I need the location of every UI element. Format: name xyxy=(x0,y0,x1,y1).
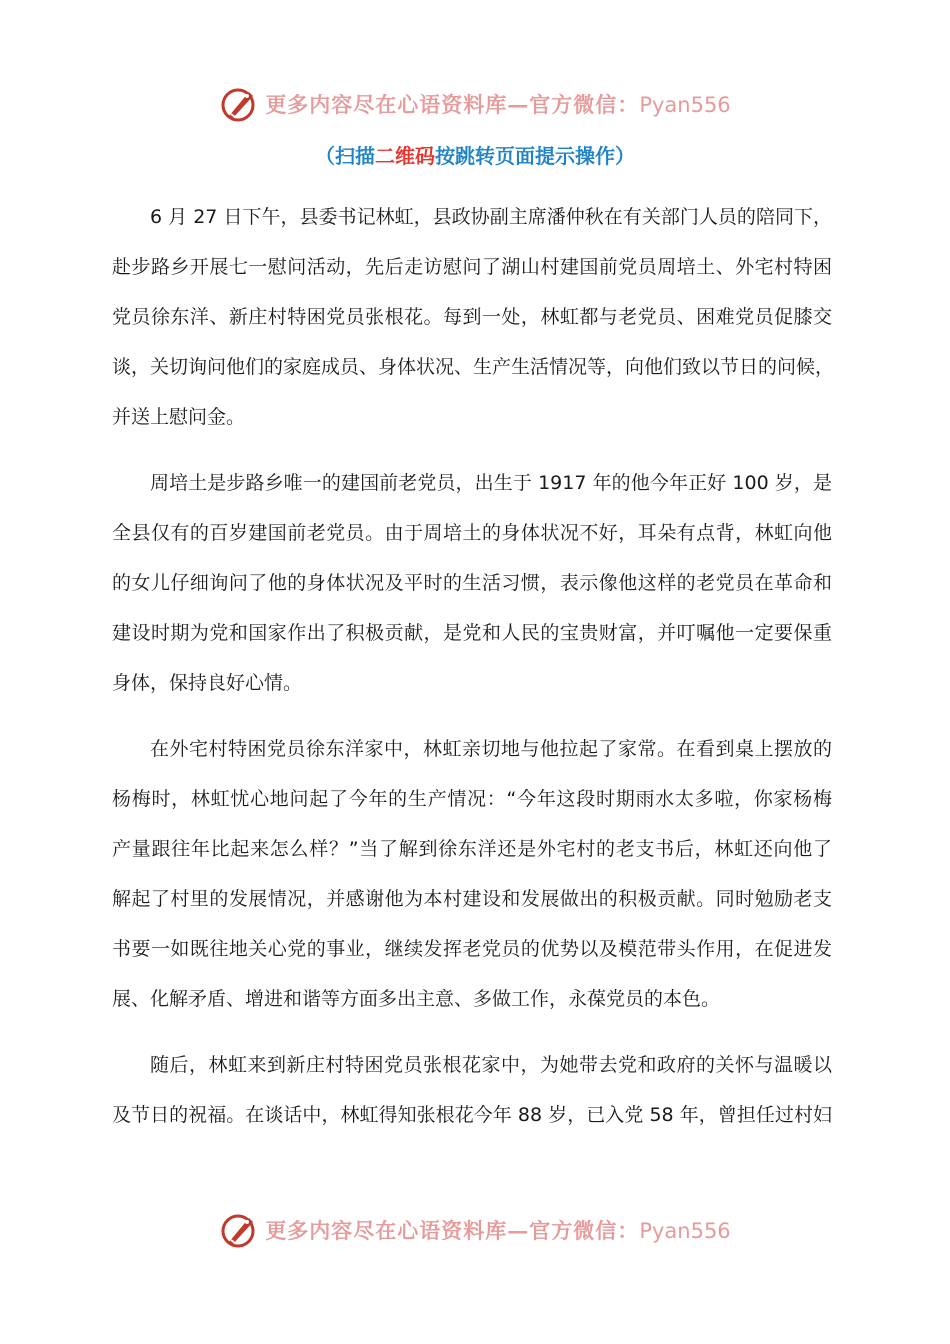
watermark-banner-top xyxy=(0,80,950,128)
pen-nib-circle-logo-icon xyxy=(219,84,259,124)
qr-code-highlight: 二维码 xyxy=(375,144,435,168)
article-paragraph-1 xyxy=(112,192,835,442)
text-line: 全县仅有的百岁建国前老党员。由于周培土的身体状况不好，耳朵有点背，林虹向他 xyxy=(112,522,832,544)
wechat-id: Pyan556 xyxy=(639,1219,731,1243)
text-line: 在外宅村特困党员徐东洋家中，林虹亲切地与他拉起了家常。在看到桌上摆放的 xyxy=(150,738,832,760)
text-line: 展、化解矛盾、增进和谐等方面多出主意、多做工作，永葆党员的本色。 xyxy=(112,988,721,1010)
scan-instruction: （扫描二维码按跳转页面提示操作） xyxy=(315,144,635,168)
watermark-text: 更多内容尽在心语资料库—官方微信：Pyan556 xyxy=(265,92,731,117)
wechat-id: Pyan556 xyxy=(639,93,731,117)
text-line: 及节日的祝福。在谈话中，林虹得知张根花今年 88 岁，已入党 58 年，曾担任过村妇 xyxy=(112,1104,832,1126)
watermark-banner-bottom xyxy=(0,1206,950,1254)
text-line: 随后，林虹来到新庄村特困党员张根花家中，为她带去党和政府的关怀与温暖以 xyxy=(150,1054,832,1076)
text-line: 的女儿仔细询问了他的身体状况及平时的生活习惯，表示像他这样的老党员在革命和 xyxy=(112,572,832,594)
text-line: 6 月 27 日下午，县委书记林虹，县政协副主席潘仲秋在有关部门人员的陪同下， xyxy=(150,206,832,228)
text-line: 书要一如既往地关心党的事业，继续发挥老党员的优势以及模范带头作用，在促进发 xyxy=(112,938,832,960)
watermark-text: 更多内容尽在心语资料库—官方微信：Pyan556 xyxy=(265,1218,731,1243)
text-line: 周培土是步路乡唯一的建国前老党员，出生于 1917 年的他今年正好 100 岁，是 xyxy=(150,472,832,494)
text-line: 杨梅时，林虹忧心地问起了今年的生产情况：“今年这段时期雨水太多啦，你家杨梅 xyxy=(112,788,832,810)
text-line: 解起了村里的发展情况，并感谢他为本村建设和发展做出的积极贡献。同时勉励老支 xyxy=(112,888,832,910)
article-paragraph-4 xyxy=(112,1040,832,1140)
text-line: 赴步路乡开展七一慰问活动，先后走访慰问了湖山村建国前党员周培土、外宅村特困 xyxy=(112,256,832,278)
article-paragraph-3 xyxy=(112,724,832,1024)
pen-nib-circle-logo-icon xyxy=(219,1210,259,1250)
text-line: 建设时期为党和国家作出了积极贡献，是党和人民的宝贵财富，并叮嘱他一定要保重 xyxy=(112,622,832,644)
text-line: 党员徐东洋、新庄村特困党员张根花。每到一处，林虹都与老党员、困难党员促膝交 xyxy=(112,306,832,328)
text-line: 并送上慰问金。 xyxy=(112,406,246,428)
article-paragraph-2 xyxy=(112,458,832,708)
text-line: 身体，保持良好心情。 xyxy=(112,672,303,694)
text-line: 产量跟往年比起来怎么样？”当了解到徐东洋还是外宅村的老支书后，林虹还向他了 xyxy=(112,838,832,860)
text-line: 谈，关切询问他们的家庭成员、身体状况、生产生活情况等，向他们致以节日的问候， xyxy=(112,356,835,378)
